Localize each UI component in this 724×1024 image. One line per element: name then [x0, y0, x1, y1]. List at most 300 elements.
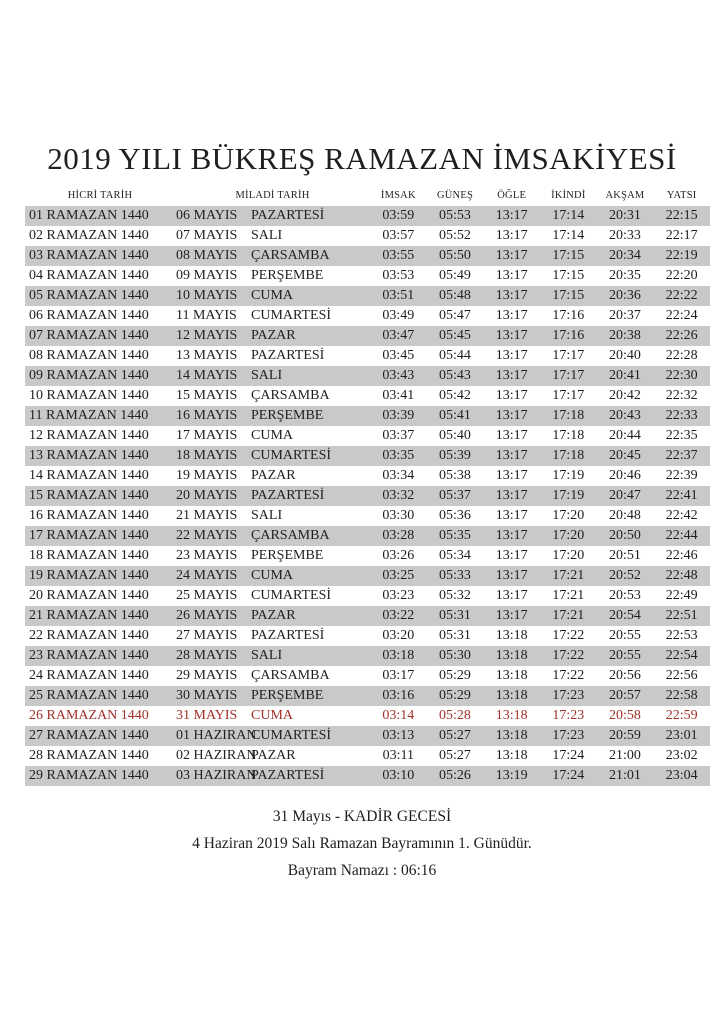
cell-ogle: 13:18 [495, 708, 528, 723]
cell-day: ÇARSAMBA [251, 388, 330, 403]
footer-bayram-date-note: 4 Haziran 2019 Salı Ramazan Bayramının 1. Günüdür. [192, 835, 532, 852]
cell-hicri: 27 RAMAZAN 1440 [29, 728, 149, 743]
cell-imsak: 03:13 [382, 728, 415, 743]
cell-hicri: 10 RAMAZAN 1440 [29, 388, 149, 403]
cell-day: PERŞEMBE [251, 408, 324, 423]
cell-aksam: 20:34 [609, 248, 641, 263]
table-row [25, 506, 710, 526]
cell-imsak: 03:37 [382, 428, 415, 443]
cell-hicri: 19 RAMAZAN 1440 [29, 568, 149, 583]
table-row [25, 326, 710, 346]
table-row [25, 246, 710, 266]
cell-yatsi: 22:33 [665, 408, 698, 423]
cell-yatsi: 22:15 [665, 208, 698, 223]
cell-aksam: 20:38 [609, 328, 641, 343]
cell-date: 03 HAZIRAN [176, 768, 257, 783]
cell-yatsi: 22:26 [665, 328, 698, 343]
cell-imsak: 03:17 [382, 668, 415, 683]
cell-aksam: 20:48 [609, 508, 641, 523]
cell-day: SALI [251, 368, 283, 383]
cell-gunes: 05:34 [439, 548, 471, 563]
cell-gunes: 05:52 [439, 228, 471, 243]
cell-imsak: 03:57 [382, 228, 415, 243]
cell-imsak: 03:51 [382, 288, 415, 303]
table-row [25, 646, 710, 666]
prayer-times-table [25, 185, 710, 786]
cell-day: PERŞEMBE [251, 268, 324, 283]
table-body [25, 206, 710, 786]
cell-ogle: 13:17 [495, 428, 528, 443]
cell-day: CUMARTESİ [251, 448, 332, 463]
cell-gunes: 05:27 [439, 728, 471, 743]
cell-gunes: 05:40 [439, 428, 471, 443]
column-header-imsak: İMSAK [380, 190, 416, 201]
cell-hicri: 05 RAMAZAN 1440 [29, 288, 149, 303]
cell-date: 08 MAYIS [176, 248, 238, 263]
cell-hicri: 26 RAMAZAN 1440 [29, 708, 149, 723]
cell-hicri: 11 RAMAZAN 1440 [29, 408, 149, 423]
cell-aksam: 20:43 [609, 408, 641, 423]
cell-yatsi: 22:48 [665, 568, 698, 583]
cell-aksam: 20:52 [609, 568, 641, 583]
cell-hicri: 20 RAMAZAN 1440 [29, 588, 149, 603]
cell-day: ÇARSAMBA [251, 668, 330, 683]
table-row [25, 526, 710, 546]
cell-imsak: 03:34 [382, 468, 415, 483]
column-header-gunes: GÜNEŞ [436, 190, 473, 201]
cell-hicri: 14 RAMAZAN 1440 [29, 468, 149, 483]
cell-day: CUMARTESİ [251, 308, 332, 323]
cell-ogle: 13:18 [495, 688, 528, 703]
footer-bayram-namazi-note: Bayram Namazı : 06:16 [287, 862, 437, 879]
cell-ogle: 13:17 [495, 308, 528, 323]
cell-gunes: 05:32 [439, 588, 471, 603]
cell-yatsi: 23:02 [665, 748, 698, 763]
column-header-aksam: AKŞAM [605, 190, 645, 201]
cell-date: 21 MAYIS [176, 508, 238, 523]
cell-aksam: 20:55 [609, 648, 641, 663]
cell-gunes: 05:43 [439, 368, 471, 383]
cell-imsak: 03:20 [382, 628, 415, 643]
cell-hicri: 04 RAMAZAN 1440 [29, 268, 149, 283]
cell-imsak: 03:39 [382, 408, 415, 423]
cell-ikindi: 17:21 [552, 608, 585, 623]
cell-aksam: 20:54 [609, 608, 641, 623]
cell-ikindi: 17:24 [552, 748, 585, 763]
cell-date: 24 MAYIS [176, 568, 238, 583]
cell-gunes: 05:30 [439, 648, 471, 663]
cell-yatsi: 22:42 [665, 508, 698, 523]
cell-yatsi: 22:28 [665, 348, 698, 363]
cell-aksam: 20:58 [609, 708, 641, 723]
cell-day: PAZARTESİ [251, 488, 325, 503]
cell-hicri: 16 RAMAZAN 1440 [29, 508, 149, 523]
cell-ogle: 13:17 [495, 468, 528, 483]
cell-gunes: 05:47 [439, 308, 471, 323]
cell-ikindi: 17:17 [552, 368, 585, 383]
cell-hicri: 17 RAMAZAN 1440 [29, 528, 149, 543]
cell-gunes: 05:29 [439, 668, 471, 683]
table-row [25, 266, 710, 286]
table-row [25, 426, 710, 446]
cell-ogle: 13:18 [495, 628, 528, 643]
cell-aksam: 20:56 [609, 668, 641, 683]
cell-day: PAZARTESİ [251, 348, 325, 363]
cell-imsak: 03:47 [382, 328, 415, 343]
cell-ogle: 13:17 [495, 448, 528, 463]
cell-hicri: 03 RAMAZAN 1440 [29, 248, 149, 263]
cell-ikindi: 17:16 [552, 308, 585, 323]
cell-date: 26 MAYIS [176, 608, 238, 623]
cell-ikindi: 17:21 [552, 568, 585, 583]
cell-yatsi: 22:58 [665, 688, 698, 703]
cell-ikindi: 17:19 [552, 488, 585, 503]
cell-day: CUMA [251, 568, 294, 583]
cell-day: SALI [251, 228, 283, 243]
cell-ikindi: 17:24 [552, 768, 585, 783]
cell-date: 01 HAZIRAN [176, 728, 257, 743]
cell-yatsi: 22:56 [665, 668, 698, 683]
cell-yatsi: 22:24 [665, 308, 698, 323]
cell-hicri: 01 RAMAZAN 1440 [29, 208, 149, 223]
cell-hicri: 02 RAMAZAN 1440 [29, 228, 149, 243]
cell-hicri: 24 RAMAZAN 1440 [29, 668, 149, 683]
cell-date: 09 MAYIS [176, 268, 238, 283]
cell-gunes: 05:53 [439, 208, 471, 223]
table-row [25, 566, 710, 586]
cell-yatsi: 22:35 [665, 428, 698, 443]
cell-aksam: 20:44 [609, 428, 641, 443]
cell-ogle: 13:17 [495, 228, 528, 243]
cell-ikindi: 17:23 [552, 728, 585, 743]
table-row [25, 626, 710, 646]
cell-hicri: 28 RAMAZAN 1440 [29, 748, 149, 763]
table-row [25, 306, 710, 326]
cell-ikindi: 17:23 [552, 688, 585, 703]
table-row [25, 586, 710, 606]
cell-date: 22 MAYIS [176, 528, 238, 543]
cell-ikindi: 17:14 [552, 208, 585, 223]
cell-hicri: 12 RAMAZAN 1440 [29, 428, 149, 443]
cell-date: 23 MAYIS [176, 548, 238, 563]
cell-yatsi: 22:32 [665, 388, 698, 403]
cell-imsak: 03:11 [382, 748, 415, 763]
cell-imsak: 03:23 [382, 588, 415, 603]
cell-ogle: 13:17 [495, 608, 528, 623]
table-row [25, 466, 710, 486]
cell-imsak: 03:53 [382, 268, 415, 283]
cell-date: 12 MAYIS [176, 328, 238, 343]
cell-hicri: 25 RAMAZAN 1440 [29, 688, 149, 703]
cell-gunes: 05:31 [439, 628, 471, 643]
cell-gunes: 05:44 [439, 348, 471, 363]
cell-date: 13 MAYIS [176, 348, 238, 363]
cell-aksam: 20:53 [609, 588, 641, 603]
cell-day: CUMARTESİ [251, 728, 332, 743]
cell-day: SALI [251, 508, 283, 523]
cell-yatsi: 22:53 [665, 628, 698, 643]
cell-imsak: 03:35 [382, 448, 415, 463]
cell-ogle: 13:19 [495, 768, 528, 783]
cell-gunes: 05:48 [439, 288, 471, 303]
cell-ikindi: 17:17 [552, 348, 585, 363]
cell-gunes: 05:49 [439, 268, 471, 283]
footer-notes [0, 803, 724, 884]
cell-ikindi: 17:20 [552, 508, 585, 523]
cell-aksam: 20:31 [609, 208, 641, 223]
cell-date: 17 MAYIS [176, 428, 238, 443]
cell-day: ÇARSAMBA [251, 528, 330, 543]
cell-hicri: 21 RAMAZAN 1440 [29, 608, 149, 623]
cell-ikindi: 17:15 [552, 288, 585, 303]
table-row [25, 606, 710, 626]
table-row [25, 366, 710, 386]
table-row [25, 346, 710, 366]
cell-gunes: 05:38 [439, 468, 471, 483]
cell-day: PAZAR [251, 328, 296, 343]
table-row [25, 386, 710, 406]
cell-date: 16 MAYIS [176, 408, 238, 423]
cell-yatsi: 22:51 [665, 608, 698, 623]
cell-ikindi: 17:22 [552, 668, 585, 683]
table-row [25, 286, 710, 306]
cell-gunes: 05:29 [439, 688, 471, 703]
cell-ogle: 13:17 [495, 268, 528, 283]
cell-ikindi: 17:23 [552, 708, 585, 723]
cell-ikindi: 17:20 [552, 528, 585, 543]
cell-imsak: 03:59 [382, 208, 415, 223]
cell-yatsi: 22:17 [665, 228, 698, 243]
cell-aksam: 20:59 [609, 728, 641, 743]
column-header-yatsi: YATSI [666, 190, 697, 201]
cell-imsak: 03:10 [382, 768, 415, 783]
cell-yatsi: 22:54 [665, 648, 698, 663]
column-header-hicri-tarih: HİCRİ TARİH [67, 190, 133, 201]
cell-day: PAZARTESİ [251, 628, 325, 643]
cell-ikindi: 17:18 [552, 448, 585, 463]
cell-imsak: 03:18 [382, 648, 415, 663]
cell-aksam: 20:33 [609, 228, 641, 243]
cell-ogle: 13:17 [495, 388, 528, 403]
cell-day: SALI [251, 648, 283, 663]
cell-imsak: 03:41 [382, 388, 415, 403]
table-row [25, 226, 710, 246]
cell-aksam: 20:37 [609, 308, 641, 323]
cell-ogle: 13:17 [495, 208, 528, 223]
cell-hicri: 08 RAMAZAN 1440 [29, 348, 149, 363]
cell-gunes: 05:31 [439, 608, 471, 623]
cell-gunes: 05:42 [439, 388, 471, 403]
table-row [25, 706, 710, 726]
cell-yatsi: 22:46 [665, 548, 698, 563]
table-row [25, 666, 710, 686]
cell-day: PAZAR [251, 608, 296, 623]
cell-ikindi: 17:14 [552, 228, 585, 243]
cell-imsak: 03:49 [382, 308, 415, 323]
cell-ikindi: 17:22 [552, 648, 585, 663]
table-header-row [25, 185, 710, 206]
cell-ogle: 13:18 [495, 668, 528, 683]
cell-ikindi: 17:17 [552, 388, 585, 403]
cell-date: 10 MAYIS [176, 288, 238, 303]
cell-day: CUMARTESİ [251, 588, 332, 603]
cell-yatsi: 23:04 [665, 768, 698, 783]
table-row [25, 746, 710, 766]
cell-date: 30 MAYIS [176, 688, 238, 703]
cell-aksam: 21:00 [609, 748, 641, 763]
cell-hicri: 09 RAMAZAN 1440 [29, 368, 149, 383]
cell-gunes: 05:39 [439, 448, 471, 463]
cell-ogle: 13:17 [495, 488, 528, 503]
cell-date: 29 MAYIS [176, 668, 238, 683]
cell-hicri: 23 RAMAZAN 1440 [29, 648, 149, 663]
cell-ogle: 13:17 [495, 568, 528, 583]
cell-gunes: 05:28 [439, 708, 471, 723]
cell-date: 14 MAYIS [176, 368, 238, 383]
cell-ikindi: 17:15 [552, 268, 585, 283]
cell-imsak: 03:16 [382, 688, 415, 703]
cell-ikindi: 17:19 [552, 468, 585, 483]
cell-yatsi: 22:39 [665, 468, 698, 483]
cell-imsak: 03:45 [382, 348, 415, 363]
cell-yatsi: 22:44 [665, 528, 698, 543]
cell-imsak: 03:14 [382, 708, 415, 723]
cell-date: 25 MAYIS [176, 588, 238, 603]
cell-day: PAZAR [251, 468, 296, 483]
table-row [25, 766, 710, 786]
cell-imsak: 03:32 [382, 488, 415, 503]
cell-ogle: 13:17 [495, 528, 528, 543]
cell-yatsi: 22:30 [665, 368, 698, 383]
cell-aksam: 20:35 [609, 268, 641, 283]
cell-hicri: 22 RAMAZAN 1440 [29, 628, 149, 643]
cell-date: 28 MAYIS [176, 648, 238, 663]
cell-ogle: 13:17 [495, 588, 528, 603]
cell-ogle: 13:18 [495, 728, 528, 743]
table-row [25, 406, 710, 426]
column-header-ikindi: İKİNDİ [551, 190, 586, 201]
cell-yatsi: 22:49 [665, 588, 698, 603]
cell-ogle: 13:17 [495, 408, 528, 423]
cell-yatsi: 22:59 [665, 708, 698, 723]
cell-ogle: 13:18 [495, 748, 528, 763]
page-title: 2019 YILI BÜKREŞ RAMAZAN İMSAKİYESİ [47, 141, 677, 176]
cell-aksam: 20:36 [609, 288, 641, 303]
cell-date: 11 MAYIS [176, 308, 237, 323]
cell-aksam: 21:01 [609, 768, 641, 783]
cell-ikindi: 17:18 [552, 428, 585, 443]
cell-aksam: 20:50 [609, 528, 641, 543]
table-row [25, 546, 710, 566]
cell-date: 19 MAYIS [176, 468, 238, 483]
cell-date: 27 MAYIS [176, 628, 238, 643]
cell-aksam: 20:45 [609, 448, 641, 463]
cell-date: 15 MAYIS [176, 388, 238, 403]
cell-gunes: 05:41 [439, 408, 471, 423]
cell-gunes: 05:37 [439, 488, 471, 503]
cell-day: PERŞEMBE [251, 688, 324, 703]
cell-day: CUMA [251, 428, 294, 443]
cell-yatsi: 22:20 [665, 268, 698, 283]
cell-date: 18 MAYIS [176, 448, 238, 463]
cell-yatsi: 22:22 [665, 288, 698, 303]
cell-hicri: 15 RAMAZAN 1440 [29, 488, 149, 503]
table-row [25, 446, 710, 466]
cell-imsak: 03:55 [382, 248, 415, 263]
cell-aksam: 20:57 [609, 688, 641, 703]
cell-date: 06 MAYIS [176, 208, 238, 223]
cell-ikindi: 17:21 [552, 588, 585, 603]
cell-ikindi: 17:20 [552, 548, 585, 563]
cell-yatsi: 23:01 [665, 728, 698, 743]
cell-ogle: 13:17 [495, 348, 528, 363]
cell-imsak: 03:22 [382, 608, 415, 623]
cell-ikindi: 17:18 [552, 408, 585, 423]
cell-aksam: 20:46 [609, 468, 641, 483]
cell-aksam: 20:42 [609, 388, 641, 403]
cell-date: 31 MAYIS [176, 708, 238, 723]
cell-hicri: 07 RAMAZAN 1440 [29, 328, 149, 343]
table-row [25, 686, 710, 706]
cell-gunes: 05:36 [439, 508, 471, 523]
cell-ogle: 13:17 [495, 548, 528, 563]
cell-day: ÇARSAMBA [251, 248, 330, 263]
cell-yatsi: 22:41 [665, 488, 698, 503]
cell-gunes: 05:50 [439, 248, 471, 263]
cell-date: 02 HAZIRAN [176, 748, 257, 763]
cell-hicri: 13 RAMAZAN 1440 [29, 448, 149, 463]
table-row [25, 206, 710, 226]
column-header-miladi-tarih: MİLADİ TARİH [235, 190, 310, 201]
cell-day: PAZARTESİ [251, 768, 325, 783]
cell-ogle: 13:18 [495, 648, 528, 663]
cell-day: PAZARTESİ [251, 208, 325, 223]
cell-aksam: 20:55 [609, 628, 641, 643]
column-header-ogle: ÖĞLE [497, 190, 527, 201]
cell-imsak: 03:25 [382, 568, 415, 583]
cell-hicri: 06 RAMAZAN 1440 [29, 308, 149, 323]
cell-gunes: 05:45 [439, 328, 471, 343]
cell-ikindi: 17:15 [552, 248, 585, 263]
cell-hicri: 29 RAMAZAN 1440 [29, 768, 149, 783]
cell-gunes: 05:26 [439, 768, 471, 783]
cell-ikindi: 17:16 [552, 328, 585, 343]
cell-gunes: 05:33 [439, 568, 471, 583]
cell-hicri: 18 RAMAZAN 1440 [29, 548, 149, 563]
cell-day: CUMA [251, 708, 294, 723]
cell-imsak: 03:28 [382, 528, 415, 543]
cell-aksam: 20:51 [609, 548, 641, 563]
cell-ogle: 13:17 [495, 508, 528, 523]
cell-day: PAZAR [251, 748, 296, 763]
cell-ikindi: 17:22 [552, 628, 585, 643]
cell-yatsi: 22:37 [665, 448, 698, 463]
cell-imsak: 03:30 [382, 508, 415, 523]
table-row [25, 486, 710, 506]
footer-kadir-gecesi-note: 31 Mayıs - KADİR GECESİ [272, 808, 452, 825]
cell-aksam: 20:41 [609, 368, 641, 383]
cell-day: CUMA [251, 288, 294, 303]
cell-ogle: 13:17 [495, 328, 528, 343]
cell-yatsi: 22:19 [665, 248, 698, 263]
cell-ogle: 13:17 [495, 248, 528, 263]
cell-imsak: 03:43 [382, 368, 415, 383]
cell-day: PERŞEMBE [251, 548, 324, 563]
cell-date: 20 MAYIS [176, 488, 238, 503]
table-row [25, 726, 710, 746]
cell-ogle: 13:17 [495, 368, 528, 383]
cell-aksam: 20:47 [609, 488, 641, 503]
